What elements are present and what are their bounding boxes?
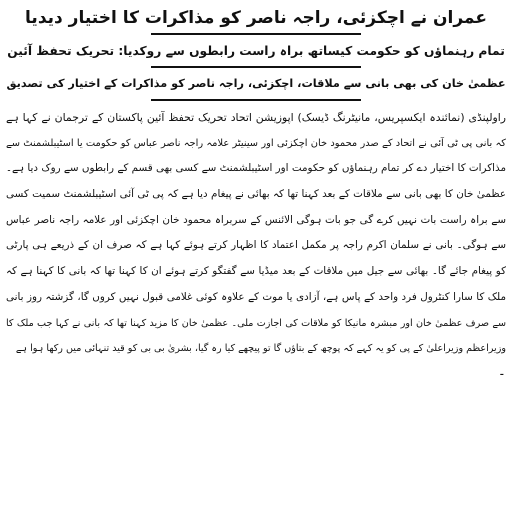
headline-divider bbox=[151, 33, 361, 35]
body-line: وزیراعظم وزیراعلیٰ کے پی کو یہ کہے کہ پوچھ کے بتاؤں گا تو پیچھے کیا رہ گیا، بشریٰ بی بی کو قید تنہائی میں رکھا ہوا ہے bbox=[15, 343, 506, 355]
news-article bbox=[6, 4, 506, 508]
body-line: سے صرف عظمیٰ خان اور مبشرہ مانیکا کو ملاقات کی اجازت ملی۔ عظمیٰ خان کا مزید کہنا تھا کہ بانی نے کہا جب ملک کا bbox=[6, 317, 506, 329]
sub-headline-2: عظمیٰ خان کی بھی بانی سے ملاقات، اچکزئی، راجہ ناصر کو مذاکرات کے اختیار کی تصدیق bbox=[6, 77, 506, 90]
body-line: مذاکرات کا اختیار دے کر تمام رہنماؤں کو حکومت اور اسٹیبلشمنٹ سے کسی بھی قسم کے رابطوں سے روک دیا ہے۔ bbox=[6, 162, 506, 175]
headline-divider bbox=[151, 99, 361, 101]
sub-headline-1: تمام رہنماؤں کو حکومت کیساتھ براہ راست رابطوں سے روکدیا: تحریک تحفظ آئین bbox=[7, 44, 505, 58]
end-mark: ۔ bbox=[497, 362, 506, 379]
body-line: ملک کا سارا کنٹرول فرد واحد کے پاس ہے، آزادی یا موت کے علاوہ کوئی غلامی قبول نہیں کروں گا، گزشتہ روز بانی bbox=[6, 290, 506, 303]
body-line: کو پیغام جائے گا۔ بھائی سے جیل میں ملاقات کے بعد میڈیا سے گفتگو کرتے ہوئے ان کا کہنا تھا کہ بانی کا کہنا ہے کہ bbox=[6, 265, 506, 278]
headline-divider bbox=[151, 66, 361, 68]
body-line: راولپنڈی (نمائندہ ایکسپریس، مانیٹرنگ ڈیسک) اپوزیشن اتحاد تحریک تحفظ آئین پاکستان کے ترجمان نے کہا ہے bbox=[6, 111, 506, 124]
body-line: سے براہ راست بات نہیں کرے گی جو بات ہوگی الائنس کے سربراہ محمود خان اچکزئی اور علامہ راجہ ناصر عباس bbox=[6, 213, 506, 226]
article-body bbox=[6, 105, 506, 362]
body-line: عظمیٰ خان کا بھی بانی سے ملاقات کے بعد کہنا تھا کہ بھائی نے پیغام دیا ہے کہ پی ٹی آئی اسٹیبلشمنٹ سمیت کسی bbox=[6, 188, 506, 201]
main-headline: عمران نے اچکزئی، راجہ ناصر کو مذاکرات کا اختیار دیدیا bbox=[25, 8, 487, 28]
body-line: کہ بانی پی ٹی آئی نے اتحاد کے صدر محمود خان اچکزئی اور سینیٹر علامہ راجہ ناصر عباس کو حکومت یا اسٹیبلشمنٹ سے bbox=[6, 137, 506, 149]
body-line: سے ہوگی۔ بانی نے سلمان اکرم راجہ پر مکمل اعتماد کا اظہار کرتے ہوئے کہا ہے کہ صرف ان کے ذریعے ہی پارٹی bbox=[6, 239, 506, 252]
